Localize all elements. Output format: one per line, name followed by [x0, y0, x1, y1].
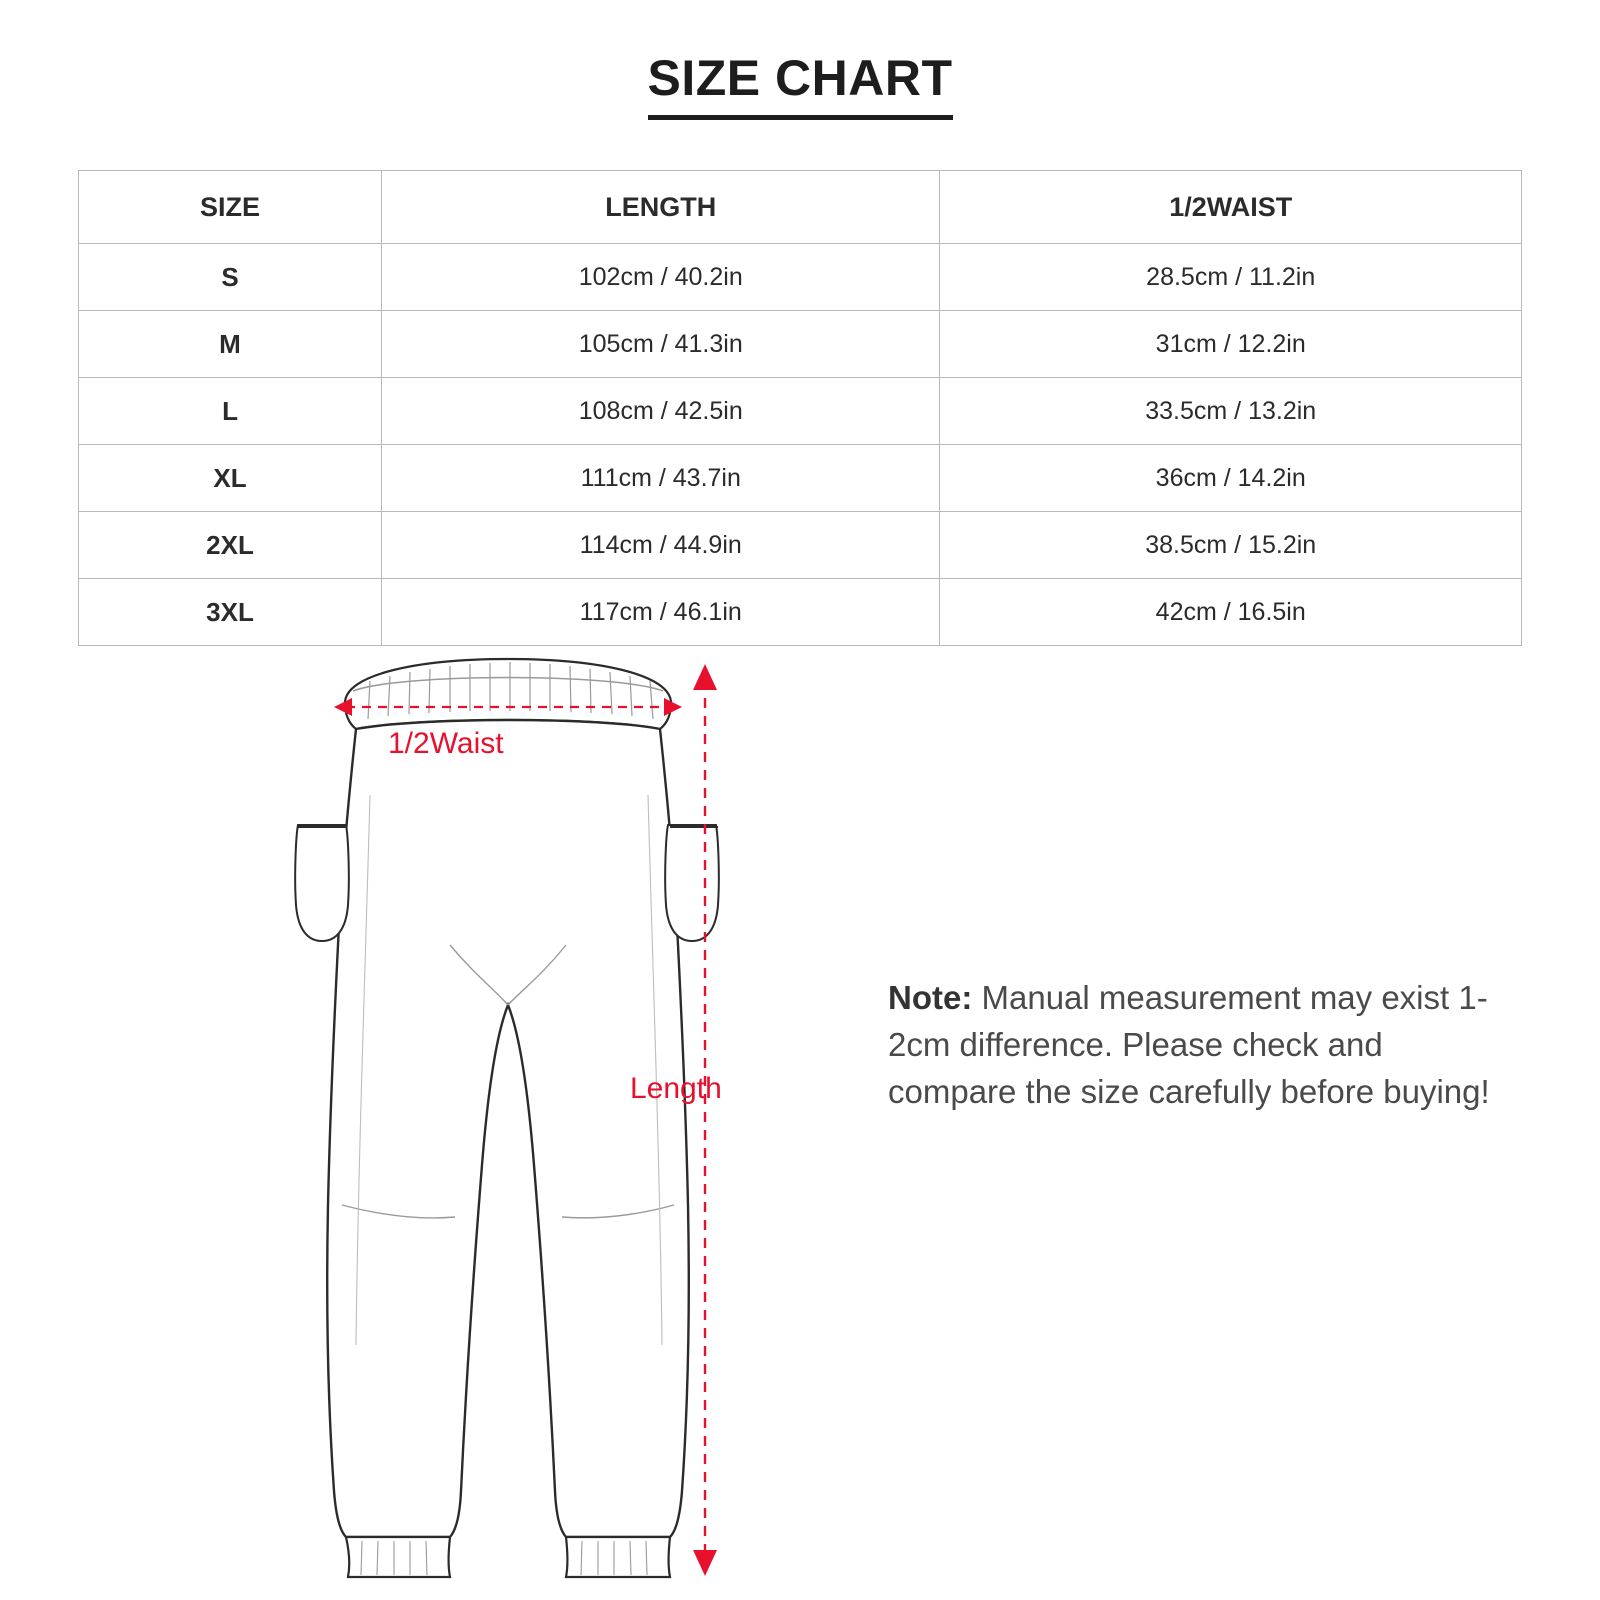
table-row: [79, 445, 1522, 512]
cell-waist: 33.5cm / 13.2in: [940, 378, 1522, 445]
length-measure-line: [660, 660, 750, 1580]
cell-length: 108cm / 42.5in: [382, 378, 940, 445]
column-header-length: LENGTH: [382, 171, 940, 244]
cell-size: L: [79, 378, 382, 445]
page-title: SIZE CHART: [648, 52, 953, 120]
table-row: [79, 244, 1522, 311]
size-chart-table: [78, 170, 1522, 646]
half-waist-label: 1/2Waist: [388, 727, 504, 760]
note-label: Note:: [888, 979, 973, 1016]
cell-size: S: [79, 244, 382, 311]
cell-size: 2XL: [79, 512, 382, 579]
cell-waist: 31cm / 12.2in: [940, 311, 1522, 378]
note-text: [888, 975, 1508, 1116]
cell-length: 114cm / 44.9in: [382, 512, 940, 579]
cell-waist: 38.5cm / 15.2in: [940, 512, 1522, 579]
page-title-container: [0, 52, 1600, 120]
cell-length: 102cm / 40.2in: [382, 244, 940, 311]
cell-size: XL: [79, 445, 382, 512]
column-header-size: SIZE: [79, 171, 382, 244]
size-chart-table-container: [78, 170, 1522, 646]
cell-length: 117cm / 46.1in: [382, 579, 940, 646]
table-row: [79, 579, 1522, 646]
table-header-row: [79, 171, 1522, 244]
cell-waist: 42cm / 16.5in: [940, 579, 1522, 646]
cell-waist: 28.5cm / 11.2in: [940, 244, 1522, 311]
cell-length: 111cm / 43.7in: [382, 445, 940, 512]
cell-length: 105cm / 41.3in: [382, 311, 940, 378]
note-body: Manual measurement may exist 1-2cm difference. Please check and compare the size carefully before buying!: [888, 979, 1490, 1110]
table-row: [79, 512, 1522, 579]
cell-waist: 36cm / 14.2in: [940, 445, 1522, 512]
cell-size: M: [79, 311, 382, 378]
length-label: Length: [630, 1072, 722, 1105]
cell-size: 3XL: [79, 579, 382, 646]
table-row: [79, 378, 1522, 445]
table-row: [79, 311, 1522, 378]
column-header-waist: 1/2WAIST: [940, 171, 1522, 244]
